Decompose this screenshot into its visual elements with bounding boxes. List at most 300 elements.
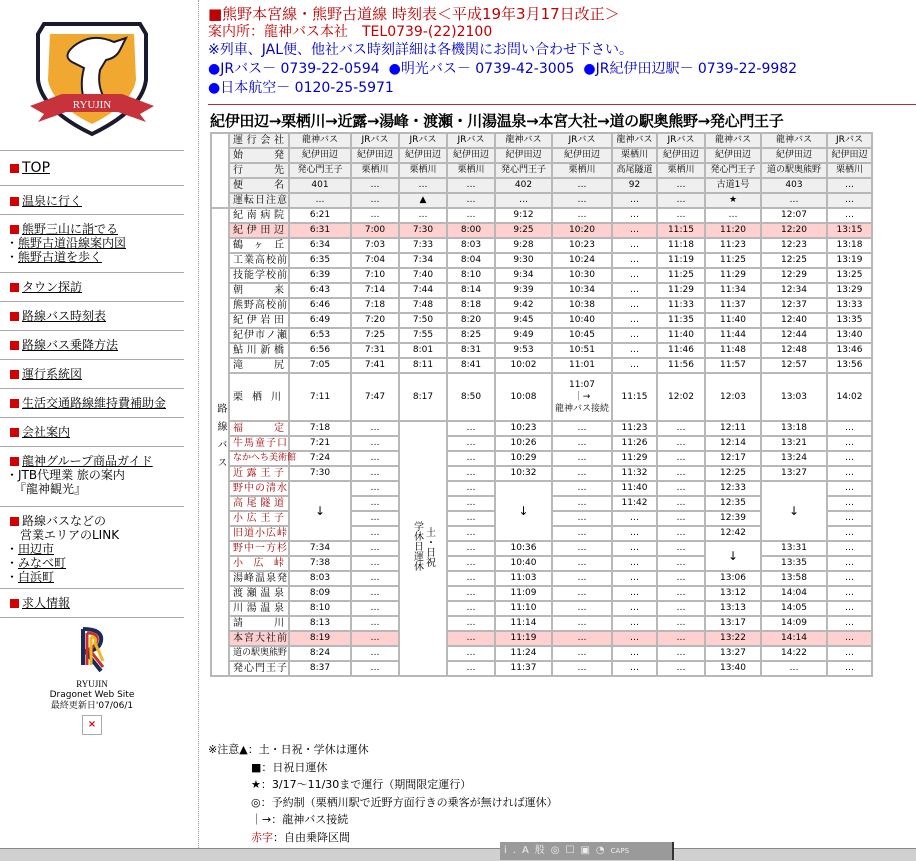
time-cell: … <box>447 601 495 616</box>
header-cell: 92 <box>612 178 657 193</box>
nav-link-company[interactable]: 会社案内 <box>22 425 71 439</box>
time-cell: 8:04 <box>447 253 495 268</box>
time-cell: 9:49 <box>495 328 552 343</box>
time-cell: 13:25 <box>827 268 872 283</box>
time-cell: … <box>657 541 705 556</box>
time-cell: 11:23 <box>612 421 657 436</box>
notice-text: ※列車、JAL便、他社バス時刻詳細は各機関にお問い合わせ下さい。 <box>208 42 633 58</box>
time-cell: 10:36 <box>495 541 552 556</box>
broken-image-icon[interactable]: × <box>82 715 102 735</box>
down-arrow-icon: ↓ <box>289 481 351 541</box>
time-cell: … <box>552 481 612 496</box>
time-cell: … <box>612 358 657 373</box>
time-cell: … <box>351 586 399 601</box>
time-cell: … <box>447 556 495 571</box>
header-cell: JRバス <box>827 133 872 148</box>
table-row <box>211 556 872 571</box>
time-cell: 13:24 <box>761 451 827 466</box>
ryujin-kanko-text: 『龍神観光』 <box>14 482 87 496</box>
time-cell: … <box>552 631 612 646</box>
red-square-icon <box>10 341 19 350</box>
logo-text: RYUJIN <box>72 99 112 111</box>
time-cell: … <box>351 616 399 631</box>
notes-section <box>208 741 558 846</box>
time-cell: … <box>351 496 399 511</box>
time-cell: 13:35 <box>827 313 872 328</box>
header-cell: 道の駅奥熊野 <box>761 163 827 178</box>
table-row <box>211 436 872 451</box>
ime-toolbar[interactable] <box>500 842 674 860</box>
time-cell: … <box>827 556 872 571</box>
connection-cell <box>552 373 612 421</box>
caps-indicator: CAPS <box>610 847 630 855</box>
time-cell: 7:04 <box>351 253 399 268</box>
header-cell: JRバス <box>399 133 447 148</box>
time-cell: … <box>552 646 612 661</box>
contact-meiko-bus: 明光バス－ 0739-42-3005 <box>400 61 575 77</box>
time-cell: 14:04 <box>761 586 827 601</box>
stop-name: 湯峰温泉発 <box>229 571 289 586</box>
note-line <box>208 776 558 794</box>
table-row <box>211 253 872 268</box>
time-cell: 8:17 <box>399 373 447 421</box>
ryujin-dragon-logo[interactable] <box>22 10 162 138</box>
time-cell: 11:44 <box>705 328 761 343</box>
time-cell: 7:18 <box>351 298 399 313</box>
header-cell: 402 <box>495 178 552 193</box>
time-cell: 13:19 <box>827 253 872 268</box>
time-cell: 12:37 <box>761 298 827 313</box>
time-cell: 11:18 <box>657 238 705 253</box>
note-text: ：龍神バス接続 <box>271 813 349 826</box>
red-square-icon <box>10 599 19 608</box>
time-cell: 11:19 <box>495 631 552 646</box>
time-cell: … <box>612 601 657 616</box>
time-cell: 12:29 <box>761 268 827 283</box>
connection-arrow-icon: ｜→ <box>251 813 272 826</box>
time-cell: … <box>351 526 399 541</box>
time-cell: … <box>351 631 399 646</box>
header-cell: 紀伊田辺 <box>761 148 827 163</box>
header-label: 便名 <box>229 178 289 193</box>
header-row <box>211 193 872 208</box>
time-cell: … <box>612 328 657 343</box>
timetable <box>210 132 873 677</box>
star-icon: ★ <box>251 778 261 791</box>
time-cell: 13:56 <box>827 358 872 373</box>
red-square-icon <box>10 457 19 466</box>
time-cell: … <box>447 421 495 436</box>
time-cell: 14:14 <box>761 631 827 646</box>
square-icon: ■ <box>251 760 262 774</box>
links-heading-line1: 路線バスなどの <box>22 514 107 528</box>
red-square-icon <box>10 225 19 234</box>
nav-section-links: 路線バスなどの 営業エリアのLINK ・田辺市 ・みなべ町 ・白浜町 <box>0 506 184 591</box>
time-cell: 12:03 <box>705 373 761 421</box>
time-cell: 7:31 <box>351 343 399 358</box>
time-cell: … <box>552 541 612 556</box>
time-cell: 6:53 <box>289 328 351 343</box>
time-cell: … <box>612 586 657 601</box>
time-cell: 11:01 <box>552 358 612 373</box>
header-divider <box>208 104 916 105</box>
stop-name: 工業高校前 <box>229 253 289 268</box>
time-cell: 11:24 <box>495 646 552 661</box>
header-cell: 紀伊田辺 <box>399 148 447 163</box>
time-cell: 7:05 <box>289 358 351 373</box>
time-cell: … <box>827 631 872 646</box>
time-cell: 9:28 <box>495 238 552 253</box>
time-cell: … <box>351 511 399 526</box>
time-cell: 10:08 <box>495 373 552 421</box>
nav-link-route-map[interactable]: 運行系統図 <box>22 367 83 381</box>
time-cell: … <box>552 661 612 676</box>
stop-name: 紀伊田辺 <box>229 223 289 238</box>
time-cell: 13:35 <box>761 556 827 571</box>
time-cell: 11:37 <box>495 661 552 676</box>
table-row <box>211 298 872 313</box>
table-row <box>211 328 872 343</box>
time-cell: … <box>657 526 705 541</box>
time-cell: 8:24 <box>289 646 351 661</box>
nav-link-top[interactable]: TOP <box>22 160 51 176</box>
route-title: 紀伊田辺→栗栖川→近露→湯峰・渡瀬・川湯温泉→本宮大社→道の駅奥熊野→発心門王子 <box>210 112 784 130</box>
time-cell: 8:19 <box>289 631 351 646</box>
time-cell: 14:02 <box>827 373 872 421</box>
time-cell: 8:13 <box>289 616 351 631</box>
time-cell: 12:42 <box>705 526 761 541</box>
time-cell: … <box>612 571 657 586</box>
table-row <box>211 238 872 253</box>
time-cell: … <box>612 616 657 631</box>
time-cell: … <box>351 451 399 466</box>
header-cell: … <box>612 193 657 208</box>
stop-name: 請川 <box>229 616 289 631</box>
time-cell: 13:18 <box>827 238 872 253</box>
time-cell: 6:39 <box>289 268 351 283</box>
time-cell: … <box>447 496 495 511</box>
table-row <box>211 481 872 496</box>
header-cell: … <box>399 178 447 193</box>
header-cell: 栗栖川 <box>447 163 495 178</box>
time-cell: … <box>827 526 872 541</box>
route-label-text: 路線バス <box>215 403 226 475</box>
time-cell: 12:40 <box>761 313 827 328</box>
table-row <box>211 571 872 586</box>
time-cell: 13:31 <box>761 541 827 556</box>
time-cell: 8:10 <box>447 268 495 283</box>
time-cell: 8:14 <box>447 283 495 298</box>
time-cell: 7:10 <box>351 268 399 283</box>
header-cell: 栗栖川 <box>827 163 872 178</box>
time-cell: 6:21 <box>289 208 351 223</box>
table-row <box>211 586 872 601</box>
link-tanabe[interactable]: 田辺市 <box>18 542 55 556</box>
page-title: ■熊野本宮線・熊野古道線 時刻表＜平成19年3月17日改正＞ <box>208 5 620 23</box>
header-cell: … <box>495 193 552 208</box>
time-cell: … <box>657 616 705 631</box>
time-cell: 11:29 <box>612 451 657 466</box>
red-square-icon <box>10 428 19 437</box>
time-cell: 10:30 <box>552 268 612 283</box>
time-cell: 11:14 <box>495 616 552 631</box>
time-cell: … <box>447 451 495 466</box>
time-cell: 13:18 <box>761 421 827 436</box>
stop-name: なかへち美術館 <box>229 451 289 466</box>
header-cell: 龍神バス <box>289 133 351 148</box>
header-cell: JRバス <box>657 133 705 148</box>
time-cell: 11:23 <box>705 238 761 253</box>
time-cell: 13:27 <box>761 466 827 481</box>
time-cell: 12:25 <box>761 253 827 268</box>
nav-link-subsidy[interactable]: 生活交通路線維持費補助金 <box>22 396 167 410</box>
stop-name: 牛馬童子口 <box>229 436 289 451</box>
nav-divider <box>0 617 184 618</box>
time-cell: 11:40 <box>612 481 657 496</box>
header-cell: 紀伊田辺 <box>289 148 351 163</box>
footer-site-name: Dragonet Web Site <box>49 690 135 700</box>
note-line <box>208 759 558 777</box>
time-cell: 7:25 <box>351 328 399 343</box>
time-cell: 7:55 <box>399 328 447 343</box>
time-cell: … <box>552 556 612 571</box>
time-cell: 11:57 <box>705 358 761 373</box>
stop-name: 高尾隧道 <box>229 496 289 511</box>
table-row <box>211 208 872 223</box>
time-cell: 9:34 <box>495 268 552 283</box>
header-cell: 栗栖川 <box>399 163 447 178</box>
time-cell: … <box>447 511 495 526</box>
time-cell: … <box>447 631 495 646</box>
time-cell: … <box>761 661 827 676</box>
time-cell: … <box>351 541 399 556</box>
time-cell: … <box>447 481 495 496</box>
bullet-icon: ● <box>583 61 596 77</box>
time-cell: … <box>657 451 705 466</box>
header-cell: JRバス <box>351 133 399 148</box>
time-cell: 9:42 <box>495 298 552 313</box>
header-cell: … <box>351 178 399 193</box>
stop-name: 鮎川新橋 <box>229 343 289 358</box>
time-cell: … <box>612 223 657 238</box>
time-cell: 11:46 <box>657 343 705 358</box>
header-cell: 高尾隧道 <box>612 163 657 178</box>
time-cell: 13:13 <box>705 601 761 616</box>
time-cell: 11:15 <box>612 373 657 421</box>
time-cell: 11:15 <box>657 223 705 238</box>
time-cell: 7:40 <box>399 268 447 283</box>
red-square-icon <box>10 399 19 408</box>
time-cell: 8:00 <box>447 223 495 238</box>
time-cell: 10:24 <box>552 253 612 268</box>
footer-logo-text: RYUJIN <box>76 679 108 689</box>
nav-section-kumano: 熊野三山に詣でる ・熊野古道沿線案内図 ・熊野古道を歩く <box>0 214 184 271</box>
down-arrow-icon: ↓ <box>705 541 761 571</box>
note-text: ：予約制（栗栖川駅で近野方面行きの乗客が無ければ運休） <box>260 795 558 809</box>
nav-link-timetable[interactable]: 路線バス時刻表 <box>22 309 107 323</box>
time-cell: … <box>447 646 495 661</box>
time-cell: 11:19 <box>657 253 705 268</box>
time-cell: … <box>552 208 612 223</box>
time-cell: 13:33 <box>827 298 872 313</box>
time-cell: … <box>657 571 705 586</box>
time-cell: … <box>351 646 399 661</box>
note-text: ：自由乗降区間 <box>273 830 350 844</box>
time-cell: 12:07 <box>761 208 827 223</box>
stop-name: 発心門王子 <box>229 661 289 676</box>
stop-name: 旧道小広峠 <box>229 526 289 541</box>
header-cell: 紀伊田辺 <box>447 148 495 163</box>
time-cell: 11:48 <box>705 343 761 358</box>
time-cell: … <box>612 511 657 526</box>
time-cell: 12:25 <box>705 466 761 481</box>
time-cell: 7:03 <box>351 238 399 253</box>
nav-link-recruit[interactable]: 求人情報 <box>22 596 71 610</box>
time-cell: 10:32 <box>495 466 552 481</box>
note-line <box>208 794 558 812</box>
time-cell: … <box>612 631 657 646</box>
note-text: ：土・日祝・学休は運休 <box>247 743 369 756</box>
taskbar <box>0 848 916 861</box>
connection-time: 11:07 <box>569 380 595 390</box>
header-cell: … <box>351 193 399 208</box>
time-cell: 10:40 <box>552 313 612 328</box>
time-cell: 12:14 <box>705 436 761 451</box>
time-cell: 11:29 <box>705 268 761 283</box>
time-cell: … <box>612 253 657 268</box>
bullet-icon: ● <box>208 61 221 77</box>
nav-section-recruit <box>0 588 184 617</box>
time-cell: 12:02 <box>657 373 705 421</box>
time-cell: … <box>351 421 399 436</box>
time-cell: 6:31 <box>289 223 351 238</box>
stop-name: 滝尻 <box>229 358 289 373</box>
nav-section-group: 龍神グループ商品ガイド ・JTB代理業 旅の案内 『龍神観光』 <box>0 446 184 503</box>
time-cell: 7:18 <box>289 421 351 436</box>
time-cell: … <box>552 511 612 526</box>
table-row <box>211 421 872 436</box>
table-row <box>211 616 872 631</box>
time-cell: … <box>351 571 399 586</box>
time-cell: 6:34 <box>289 238 351 253</box>
time-cell: 12:35 <box>705 496 761 511</box>
time-cell: 13:21 <box>761 436 827 451</box>
time-cell: … <box>612 298 657 313</box>
stop-name: 熊野高校前 <box>229 298 289 313</box>
time-cell: 8:11 <box>399 358 447 373</box>
time-cell: … <box>657 661 705 676</box>
time-cell: … <box>705 208 761 223</box>
time-cell: 12:57 <box>761 358 827 373</box>
time-cell: 7:24 <box>289 451 351 466</box>
sidebar <box>0 0 199 860</box>
stop-name: 福定 <box>229 421 289 436</box>
time-cell: … <box>657 481 705 496</box>
time-cell: … <box>612 313 657 328</box>
jtb-agency-text: JTB代理業 旅の案内 <box>18 468 125 482</box>
day-note-cell <box>399 421 447 676</box>
connection-arrow-icon: ｜→ <box>573 392 591 402</box>
time-cell: … <box>552 616 612 631</box>
time-cell: … <box>552 436 612 451</box>
header-cell: 紀伊田辺 <box>827 148 872 163</box>
time-cell: … <box>447 526 495 541</box>
time-cell: 10:29 <box>495 451 552 466</box>
time-cell: … <box>447 586 495 601</box>
vertical-route-label <box>211 208 229 676</box>
time-cell: 7:30 <box>399 223 447 238</box>
header-cell: 紀伊田辺 <box>705 148 761 163</box>
day-note-line1: 土・日祝 <box>423 527 435 567</box>
time-cell: 7:33 <box>399 238 447 253</box>
time-cell: 10:38 <box>552 298 612 313</box>
time-cell: 8:31 <box>447 343 495 358</box>
down-arrow-icon: ↓ <box>761 481 827 541</box>
time-cell: … <box>447 436 495 451</box>
nav-link-boarding[interactable]: 路線バス乗降方法 <box>22 338 119 352</box>
nav-link-town[interactable]: タウン探訪 <box>22 280 83 294</box>
time-cell: 13:40 <box>827 328 872 343</box>
table-row <box>211 541 872 556</box>
header-label: 運行会社 <box>229 133 289 148</box>
stop-name: 朝来 <box>229 283 289 298</box>
time-cell: … <box>612 208 657 223</box>
link-shirahama[interactable]: 白浜町 <box>18 570 55 584</box>
nav-section-route-map <box>0 359 184 388</box>
time-cell: … <box>552 496 612 511</box>
nav-link-onsen[interactable]: 温泉に行く <box>22 194 83 208</box>
time-cell: 6:43 <box>289 283 351 298</box>
time-cell: … <box>552 451 612 466</box>
header-cell: 紀伊田辺 <box>552 148 612 163</box>
nav-link-kodo-map[interactable]: 熊野古道沿線案内図 <box>18 236 127 250</box>
time-cell: 7:38 <box>289 556 351 571</box>
time-cell: … <box>657 208 705 223</box>
time-cell: 10:23 <box>495 421 552 436</box>
time-cell: … <box>351 481 399 496</box>
nav-link-kumano-sanzan[interactable]: 熊野三山に詣でる <box>22 222 119 236</box>
time-cell: … <box>447 208 495 223</box>
notes-prefix: ※注意 <box>208 743 240 756</box>
header-cell: 発心門王子 <box>289 163 351 178</box>
time-cell: 13:27 <box>705 646 761 661</box>
bullet-icon: ● <box>388 61 401 77</box>
time-cell: … <box>827 451 872 466</box>
time-cell: 7:21 <box>289 436 351 451</box>
contact-jr-station: JR紀伊田辺駅－ 0739-22-9982 <box>595 61 798 77</box>
contact-jal: 日本航空－ 0120-25-5971 <box>220 80 394 96</box>
header-cell: … <box>827 178 872 193</box>
time-cell: 9:12 <box>495 208 552 223</box>
time-cell: … <box>827 421 872 436</box>
time-cell: 8:37 <box>289 661 351 676</box>
time-cell: 12:34 <box>761 283 827 298</box>
time-cell: 14:05 <box>761 601 827 616</box>
nav-link-kodo-walk[interactable]: 熊野古道を歩く <box>18 250 103 264</box>
time-cell: … <box>351 556 399 571</box>
header-cell: 栗栖川 <box>612 148 657 163</box>
link-minabe[interactable]: みなべ町 <box>18 556 67 570</box>
time-cell: 11:03 <box>495 571 552 586</box>
header-cell: … <box>761 193 827 208</box>
table-row <box>211 631 872 646</box>
header-cell: 401 <box>289 178 351 193</box>
time-cell: … <box>827 466 872 481</box>
connection-text: 龍神バス接続 <box>554 404 609 414</box>
nav-link-group-guide[interactable]: 龍神グループ商品ガイド <box>22 454 153 468</box>
header-cell: 発心門王子 <box>705 163 761 178</box>
nav-section-onsen <box>0 185 184 216</box>
